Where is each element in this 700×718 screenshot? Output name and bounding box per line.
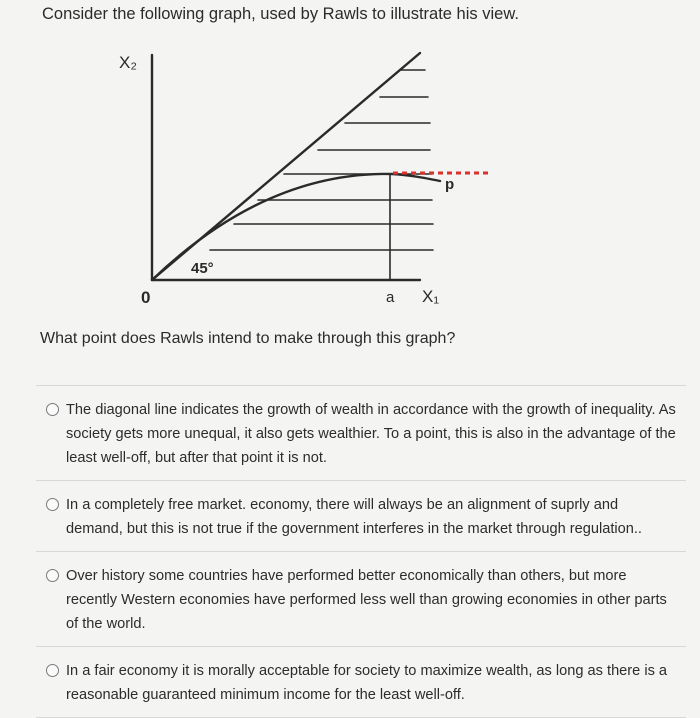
answer-option-4[interactable] (36, 646, 686, 718)
option-label: Over history some countries have performed better economically than others, but more recently Western economies have performed less well than growing economies in other parts of the world. (66, 568, 667, 632)
option-label: In a fair economy it is morally acceptable for society to maximize wealth, as long as there is a reasonable guaranteed minimum income for the least well-off. (66, 663, 668, 703)
origin-label: 0 (141, 288, 151, 307)
radio-button[interactable] (46, 403, 59, 416)
radio-button[interactable] (46, 498, 59, 511)
point-a-label: a (386, 289, 395, 306)
answer-option-3[interactable] (36, 551, 686, 646)
radio-button[interactable] (46, 569, 59, 582)
angle-label: 45° (191, 260, 214, 277)
radio-button[interactable] (46, 664, 59, 677)
answer-option-2[interactable] (36, 480, 686, 551)
point-p-label: p (445, 176, 455, 193)
question-header: Consider the following graph, used by Rawls to illustrate his view. (42, 5, 519, 23)
horizontal-lines (210, 70, 433, 250)
x-axis-label: X₁ (422, 287, 440, 306)
question-prompt: What point does Rawls intend to make through this graph? (40, 330, 456, 347)
answer-options (36, 385, 686, 718)
option-label: The diagonal line indicates the growth of wealth in accordance with the growth of inequality. As society gets more unequal, it also gets wealthier. To a point, this is also in the advantage of the least well-off, but after that point it is not. (66, 402, 676, 466)
answer-option-1[interactable] (36, 385, 686, 480)
rawls-graph (0, 0, 700, 320)
y-axis-label: X₂ (119, 53, 137, 72)
option-label: In a completely free market. economy, there will always be an alignment of suprly and demand, but this is not true if the government interferes in the market through regulation.. (66, 497, 642, 537)
